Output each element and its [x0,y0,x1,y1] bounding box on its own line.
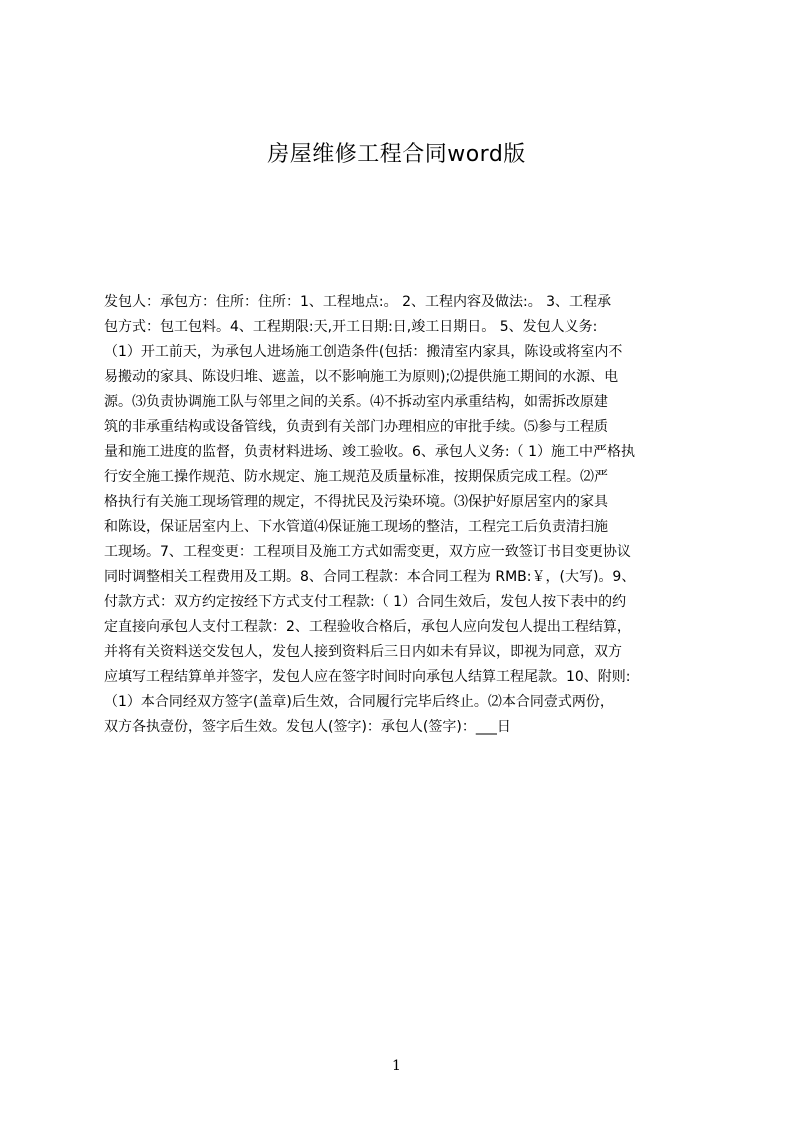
body-line: 和陈设，保证居室内上、下水管道⑷保证施工现场的整洁，工程完工后负责清扫施 [104,519,608,535]
body-line: 格执行有关施工现场管理的规定，不得扰民及污染环境。⑶保护好原居室内的家具 [104,494,608,510]
body-line: 并将有关资料送交发包人，发包人接到资料后三日内如未有异议，即视为同意，双方 [104,644,622,660]
page-number: 1 [392,1058,401,1074]
body-line: 筑的非承重结构或设备管线，负责到有关部门办理相应的审批手续。⑸参与工程质 [104,419,608,435]
body-line: 发包人：承包方：住所：住所：1、工程地点:。 2、工程内容及做法:。 3、工程承 [104,294,612,310]
body-line: 易搬动的家具、陈设归堆、遮盖，以不影响施工为原则);⑵提供施工期间的水源、电 [104,369,619,385]
body-line: 双方各执壹份，签字后生效。发包人(签字)：承包人(签字)：___日 [104,719,511,735]
body-line: 工现场。7、工程变更：工程项目及施工方式如需变更，双方应一致签订书目变更协议 [104,544,631,560]
body-line: （1）本合同经双方签字(盖章)后生效，合同履行完毕后终止。⑵本合同壹式两份， [104,694,614,710]
body-line: 付款方式：双方约定按经下方式支付工程款:（ 1）合同生效后，发包人按下表中的约 [104,594,627,610]
body-line: （1）开工前天，为承包人进场施工创造条件(包括：搬清室内家具，陈设或将室内不 [104,344,623,360]
body-line: 定直接向承包人支付工程款：2、工程验收合格后，承包人应向发包人提出工程结算， [104,619,631,635]
body-line: 应填写工程结算单并签字，发包人应在签字时间时向承包人结算工程尾款。10、附则: [104,669,631,685]
body-line: 源。⑶负责协调施工队与邻里之间的关系。⑷不拆动室内承重结构，如需拆改原建 [104,394,608,410]
body-line: 同时调整相关工程费用及工期。8、合同工程款：本合同工程为 RMB:￥，(大写)。9、 [104,569,636,585]
body-line: 包方式：包工包料。4、工程期限:天,开工日期:日,竣工日期日。 5、发包人义务: [104,319,598,335]
contract-body [104,290,714,740]
body-line: 行安全施工操作规范、防水规定、施工规范及质量标准，按期保质完成工程。⑵严 [104,469,608,485]
body-line: 量和施工进度的监督，负责材料进场、竣工验收。6、承包人义务:（ 1）施工中严格执 [104,444,635,460]
document-title: 房屋维修工程合同word版 [267,142,526,167]
